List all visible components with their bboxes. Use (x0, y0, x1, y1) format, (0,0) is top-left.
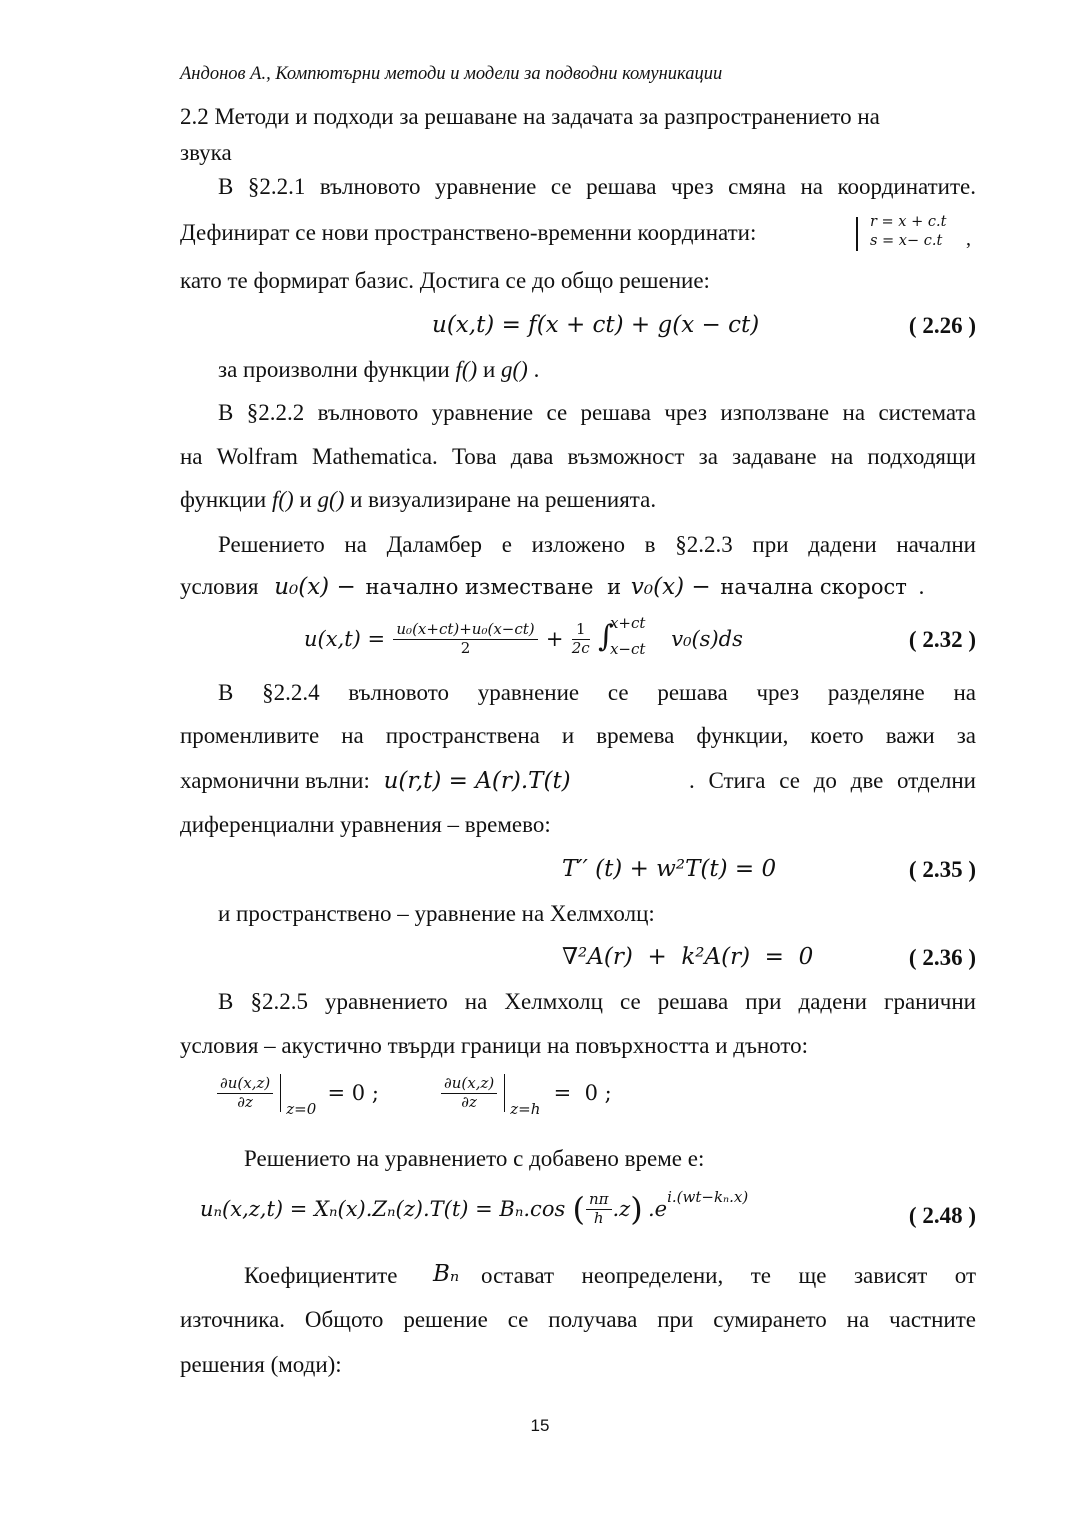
p3-line3 (180, 487, 976, 513)
bc-surface-rhs: = 0 ; (327, 1081, 379, 1105)
p7-line1: В §2.2.5 уравнението на Хелмхолц се решава при дадени гранични (218, 989, 976, 1014)
p9-line2: източника. Общото решение се получава при сумирането на частните (180, 1307, 976, 1332)
equation-2-26-expression: u(x,t) = f(x + ct) + g(x − ct) (432, 312, 760, 338)
equation-number-2-26: ( 2.26 ) (908, 313, 976, 338)
p2-line (218, 357, 539, 383)
system-bracket (856, 217, 858, 251)
integral-sign-icon: ∫ (597, 619, 614, 654)
system-comma: , (966, 228, 971, 250)
initial-displacement-desc: начално изместване (365, 575, 594, 599)
p1-line2-text: Дефинират се нови пространствено-временни координати: (180, 220, 757, 245)
coordinate-system (856, 214, 976, 254)
evaluation-bar (504, 1074, 506, 1112)
p9-coefficients-label: Коефициентите (244, 1263, 398, 1288)
p3-and: и (293, 487, 318, 512)
exponential-base: .e (647, 1197, 668, 1221)
bc-surface-fraction (217, 1075, 273, 1111)
system-s-equation: s = x− c.t (870, 233, 943, 249)
integral-lower-limit: x−ct (609, 640, 646, 658)
bc-bottom-rhs: = 0 ; (553, 1081, 612, 1105)
equation-number-2-48: ( 2.48 ) (908, 1203, 976, 1228)
coefficient-denominator: 2c (571, 638, 590, 657)
coefficient-numerator: 1 (572, 621, 590, 639)
p3-line2: на Wolfram Mathematica. Това дава възможност за задаване на подходящи (180, 444, 976, 469)
function-g: g() (501, 357, 528, 382)
bc-bottom-numerator: ∂u(x,z) (441, 1075, 497, 1093)
page-number: 15 (530, 1416, 550, 1435)
equation-2-26 (432, 312, 759, 338)
mode-fraction (586, 1191, 612, 1227)
dalembert-lhs: u(x,t) = (304, 627, 386, 651)
running-header: Андонов А., Компютърни методи и модели за подводни комуникации (180, 64, 723, 84)
p2-end: . (527, 357, 540, 382)
p3-line3-text-b: и визуализиране на решенията. (344, 487, 657, 512)
p5-line4: диференциални уравнения – времево: (180, 812, 551, 837)
mode-solution-lhs: uₙ(x,z,t) = Xₙ(x).Zₙ(z).T(t) = Bₙ.cos (200, 1197, 566, 1221)
left-paren-icon: ( (572, 1190, 585, 1228)
p4-end: . (918, 574, 925, 599)
p2-text: за произволни функции (218, 357, 456, 382)
p1-line3: като те формират базис. Достига се до общо решение: (180, 268, 710, 293)
p4-line1: Решението на Даламбер е изложено в §2.2.3 при дадени начални (218, 532, 976, 557)
evaluation-bar (280, 1074, 282, 1112)
integral-upper-limit: x+ct (609, 614, 646, 632)
bc-surface-numerator: ∂u(x,z) (217, 1075, 273, 1093)
integral (598, 616, 656, 662)
function-f: f() (272, 487, 294, 512)
mode-fraction-denominator: h (593, 1208, 604, 1227)
coefficient-bn-symbol: Bₙ (433, 1261, 460, 1287)
equation-number-2-32: ( 2.32 ) (908, 627, 976, 652)
bc-bottom-denominator: ∂z (461, 1092, 477, 1111)
initial-displacement-symbol: u₀(x) − (274, 574, 356, 600)
p1-line1: В §2.2.1 вълновото уравнение се решава чрез смяна на координатите. (218, 174, 976, 199)
section-heading-line1: 2.2 Методи и подходи за решаване на задачата за разпространението на (180, 104, 880, 129)
p5-line1: В §2.2.4 вълновото уравнение се решава чрез разделяне на (218, 680, 976, 705)
boundary-condition-surface (214, 1074, 379, 1130)
p7-line2: условия – акустично твърди граници на повърхността и дъното: (180, 1033, 808, 1058)
function-g: g() (317, 487, 345, 512)
exponent: i.(wt−kₙ.x) (667, 1187, 749, 1206)
p8-line: Решението на уравнението с добавено време е: (244, 1146, 705, 1171)
p9-line3: решения (моди): (180, 1352, 342, 1377)
equation-number-2-36: ( 2.36 ) (908, 945, 976, 970)
dalembert-numerator: u₀(x+ct)+u₀(x−ct) (393, 621, 537, 639)
boundary-condition-bottom (438, 1074, 612, 1130)
dalembert-denominator: 2 (460, 638, 471, 657)
p5-harmonic-waves-label: хармонични вълни: (180, 768, 370, 793)
bc-surface-subscript: z=0 (286, 1099, 317, 1118)
mode-fraction-numerator: nπ (586, 1191, 612, 1209)
p9-line1-tail: остават неопределени, те ще зависят от (481, 1263, 976, 1288)
system-r-equation: r = x + c.t (870, 214, 947, 230)
dalembert-coefficient (572, 621, 590, 657)
separation-equation: u(r,t) = A(r).T(t) (383, 768, 571, 794)
equation-2-48 (200, 1187, 749, 1246)
equation-2-36 (562, 944, 813, 970)
p4-conditions-label: условия (180, 574, 259, 599)
coefficient-bn (433, 1261, 459, 1287)
p6-line: и пространствено – уравнение на Хелмхолц: (218, 901, 655, 926)
p5-line2: променливите на пространствена и времева функции, което важи за (180, 723, 976, 748)
bc-bottom-fraction (441, 1075, 497, 1111)
bc-bottom-subscript: z=h (510, 1099, 541, 1118)
dalembert-plus: + (545, 627, 564, 651)
bc-surface-denominator: ∂z (237, 1092, 253, 1111)
p3-line3-text-a: функции (180, 487, 272, 512)
initial-velocity-symbol: v₀(x) − (630, 574, 711, 600)
equation-2-32 (304, 616, 743, 666)
right-paren-icon: ) (630, 1190, 643, 1228)
p4-and: и (607, 575, 622, 599)
equation-2-35 (562, 856, 776, 882)
helmholtz-equation: ∇²A(r) + k²A(r) = 0 (562, 944, 814, 970)
time-equation: T′′ (t) + w²T(t) = 0 (562, 856, 777, 882)
initial-velocity-desc: начална скорост (720, 575, 907, 599)
equation-number-2-35: ( 2.35 ) (908, 857, 976, 882)
p2-and: и (477, 357, 502, 382)
p3-line1: В §2.2.2 вълновото уравнение се решава чрез използване на системата (218, 400, 976, 425)
p4-line2 (180, 574, 976, 600)
dalembert-fraction (393, 621, 537, 657)
p5-line3-tail: . Стига се до две отделни (688, 768, 976, 793)
section-heading-line2: звука (180, 140, 232, 165)
function-f: f() (455, 357, 478, 382)
mode-fraction-tail: .z (612, 1197, 631, 1221)
integrand: v₀(s)ds (671, 627, 743, 651)
